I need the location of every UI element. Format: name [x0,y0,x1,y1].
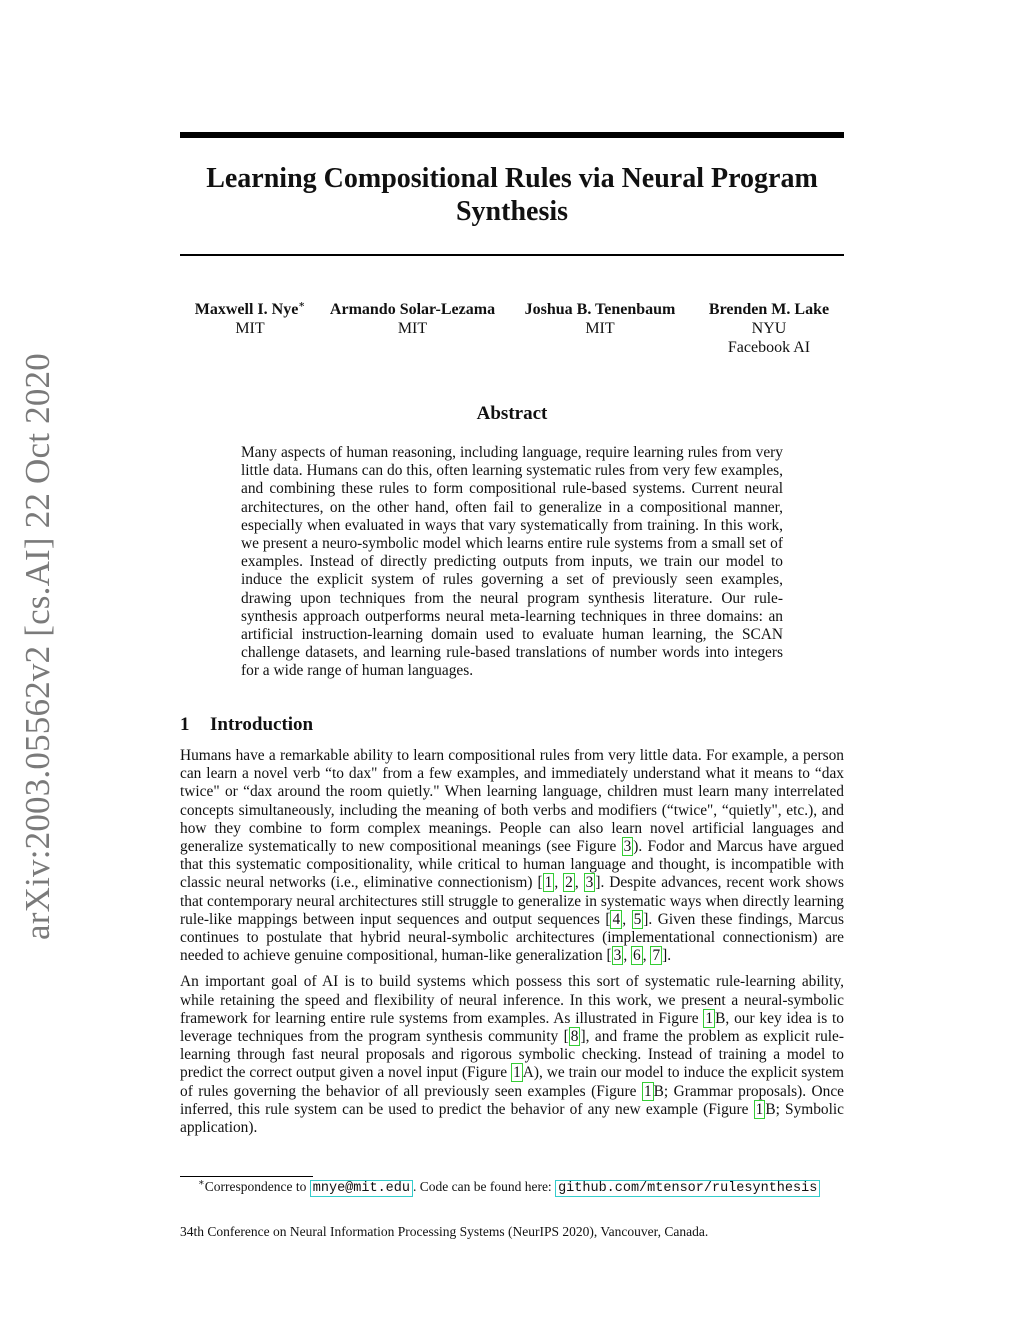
author-3 [510,300,690,338]
author-affiliation: MIT [235,320,265,337]
citation-link[interactable]: 2 [565,874,573,892]
conference-footer: 34th Conference on Neural Information Processing Systems (NeurIPS 2020), Vancouver, Canada. [180,1224,709,1239]
citation-link[interactable]: 3 [613,947,622,965]
citation-link[interactable]: 5 [633,910,642,928]
title-top-rule [180,132,844,138]
code-repo-link[interactable]: github.com/mtensor/rulesynthesis [555,1180,820,1197]
author-name: Maxwell I. Nye∗ [194,299,306,318]
author-2 [320,300,505,338]
author-block [180,300,844,360]
author-name: Armando Solar-Lezama [329,301,496,318]
email-link[interactable]: mnye@mit.edu [310,1180,413,1197]
intro-paragraph-1: Humans have a remarkable ability to learn compositional rules from very little data. For example, a person can learn a novel verb “to dax" from a few examples, and immediately understand what it means to “dax twice" or “dax around the room quietly." When learning language, children must learn many interrelated concepts simultaneously, including the meaning of both verbs and modifiers (“twice", “quietly", etc.), and how they combine to form complex meanings. People can also learn novel artificial languages and generalize systematically to new compositional meanings (see Figure 3 ). Fodor and Marcus have argued that this systematic compositionality, while critical to human language and thought, is incompatible with classic neural networks (i.e., eliminative connectionism) [ 1 , 2 , 3 ]. Despite advances, recent work shows that contemporary neural architectures still struggle to generalize in systematic ways when directly learning rule-like mappings between input sequences and output sequences [ 4 , 5 ]. Given these findings, Marcus continues to postulate that hybrid neural-symbolic architectures (implementational connectionism) are needed to achieve genuine compositional, human-like generalization [ 3 , 6 , 7 ]. [180,747,845,965]
citation-link[interactable]: 8 [570,1028,579,1046]
footnote-marker: ∗ [198,1177,205,1189]
abstract-text: Many aspects of human reasoning, including language, require learning rules from very little data. Humans can do this, often learning systematic rules from very few examples, and combining these rules to form compositional rule-based systems. Current neural architectures, on the other hand, often fail to generalize in a compositional manner, especially when evaluated in ways that vary systematically from training. In this work, we present a neuro-symbolic model which learns entire rule systems from a small set of examples. Instead of directly predicting outputs from inputs, we train our model to induce the explicit system of rules governing a set of previously seen examples, drawing upon techniques from the neural program synthesis literature. Our rule-synthesis approach outperforms neural meta-learning techniques in three domains: an artificial instruction-learning domain used to evaluate human learning, the SCAN challenge datasets, and learning rule-based translations of number words into integers for a wide range of human languages. [241,444,783,680]
citation-link[interactable]: 3 [585,874,594,892]
figure-ref-link[interactable]: 1 [513,1064,521,1082]
author-name: Joshua B. Tenenbaum [524,301,676,318]
figure-ref-link[interactable]: 1 [705,1009,714,1027]
citation-link[interactable]: 1 [544,874,553,892]
author-1 [180,300,320,338]
author-affiliation: NYU [751,320,787,337]
author-affiliation: MIT [397,320,428,337]
paper-title: Learning Compositional Rules via Neural Program Synthesis [206,163,818,227]
footnote-marker: ∗ [298,299,306,311]
author-affiliation-2: Facebook AI [727,339,811,356]
intro-paragraph-2: An important goal of AI is to build systems which possess this sort of systematic rule-learning ability, while retaining the speed and flexibility of neural inference. In this work, we present a neural-symbolic framework for learning entire rule systems from examples. As illustrated in Figure 1 B, our key idea is to leverage techniques from the program synthesis community [ 8 ], and frame the problem as explicit rule-learning through fast neural proposals and rigorous symbolic checking. Instead of training a model to predict the correct output given a novel input (Figure 1 A), we train our model to induce the explicit system of rules governing the behavior of all previously seen examples (Figure 1 B; Grammar proposals). Once inferred, this rule system can be used to predict the behavior of any new example (Figure 1 B; Symbolic application). [180,973,845,1137]
arxiv-identifier-stamp: arXiv:2003.05562v2 [cs.AI] 22 Oct 2020 [18,353,57,940]
citation-link[interactable]: 7 [652,947,661,965]
figure-ref-link[interactable]: 1 [755,1100,764,1118]
section-title: Introduction [210,714,314,735]
author-affiliation: MIT [585,320,615,337]
introduction-body [180,747,844,1145]
section-number: 1 [180,714,190,735]
author-4 [694,300,844,357]
section-heading-introduction [180,714,313,736]
citation-link[interactable]: 4 [612,910,621,928]
author-name: Brenden M. Lake [708,301,830,318]
figure-ref-link[interactable]: 1 [643,1082,652,1100]
abstract-heading: Abstract [476,403,548,424]
figure-ref-link[interactable]: 3 [623,838,632,856]
footnote: ∗Correspondence to mnye@mit.edu . Code can be found here: github.com/mtensor/rulesynthesis [180,1178,844,1197]
scan-dataset-name: SCAN [741,626,783,644]
title-bottom-rule [180,254,844,256]
citation-link[interactable]: 6 [633,947,641,965]
